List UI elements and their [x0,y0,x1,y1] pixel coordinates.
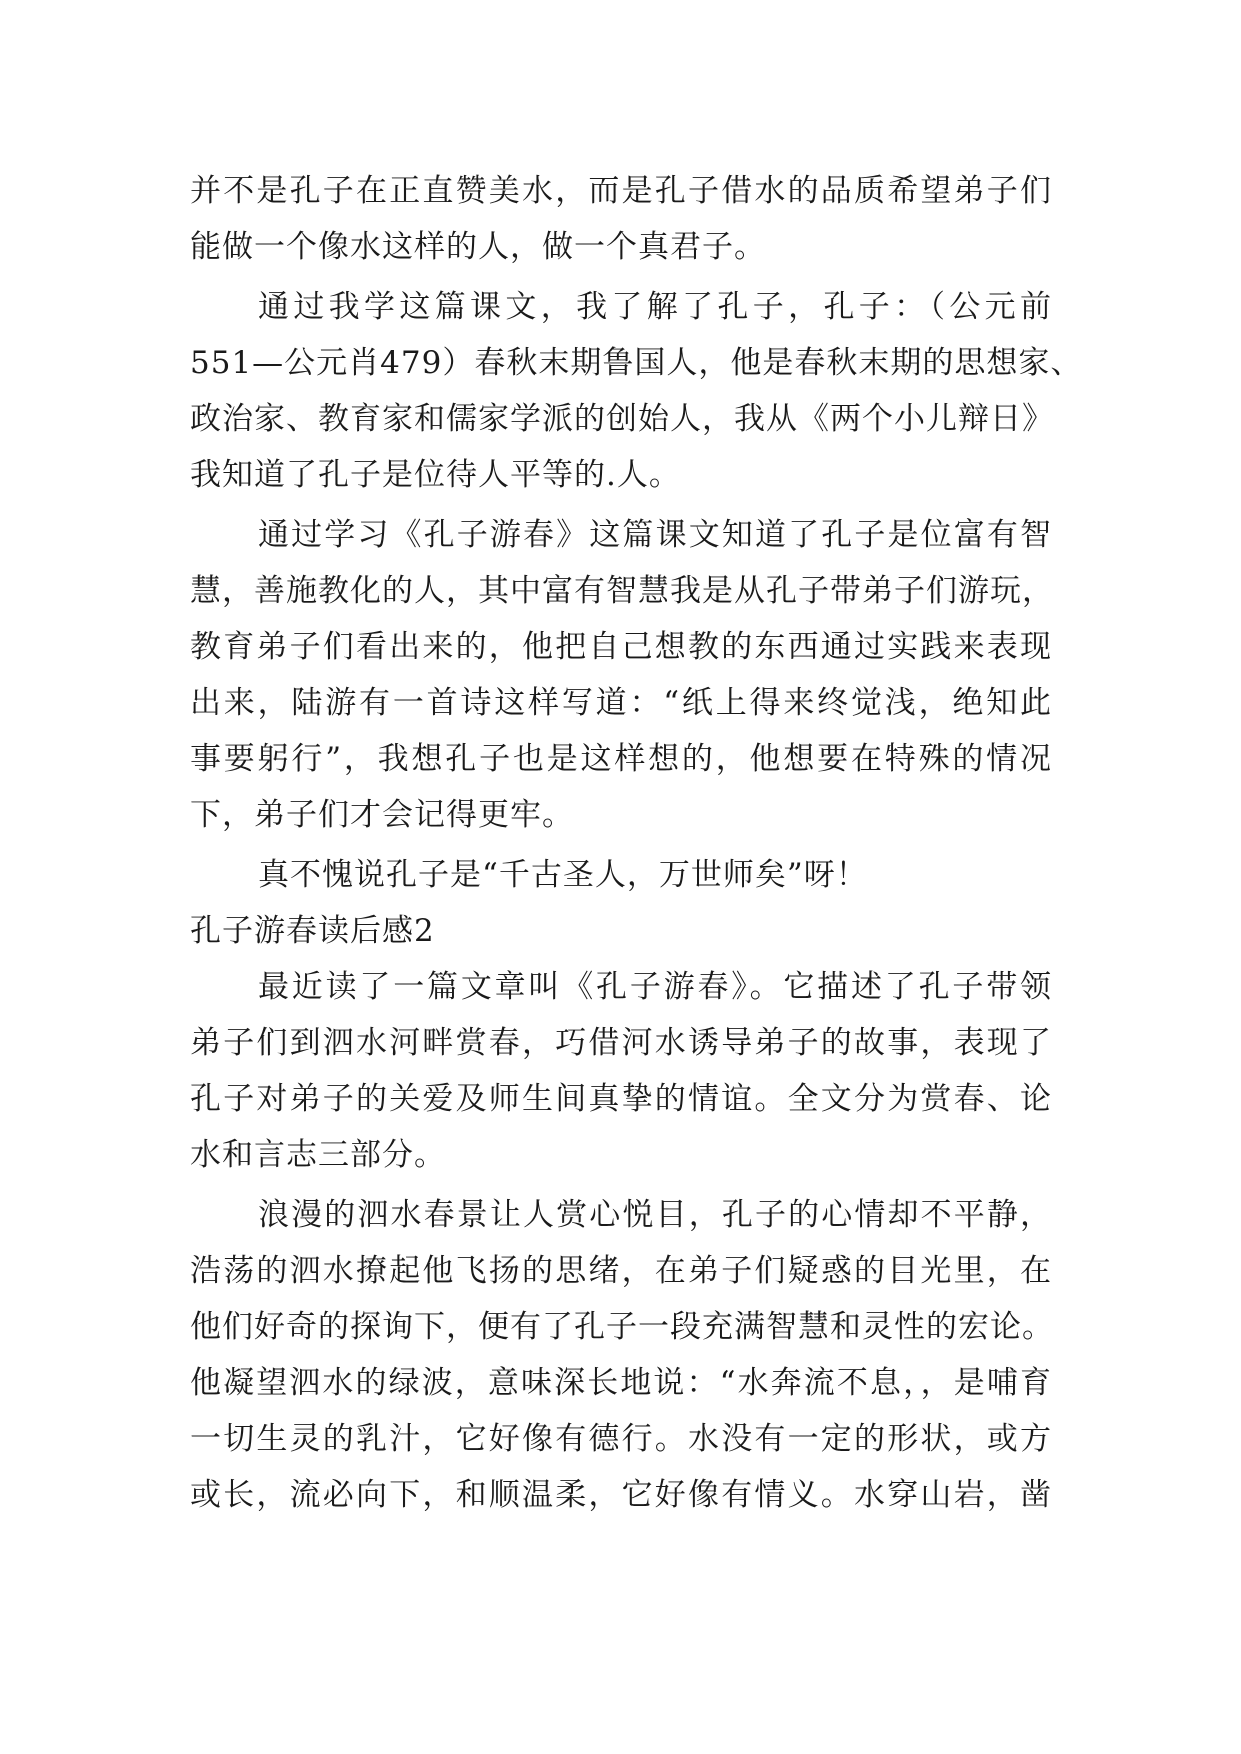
text-line: 弟子们到泗水河畔赏春，巧借河水诱导弟子的故事，表现了 [190,1025,1052,1061]
text-line: 通过学习《孔子游春》这篇课文知道了孔子是位富有智 [258,517,1052,553]
text-line: 他凝望泗水的绿波，意味深长地说：“水奔流不息，，是哺育 [190,1365,1052,1401]
text-line: 最近读了一篇文章叫《孔子游春》。它描述了孔子带领 [258,969,1052,1005]
text-line: 浩荡的泗水撩起他飞扬的思绪，在弟子们疑惑的目光里，在 [190,1253,1052,1289]
text-line: 或长，流必向下，和顺温柔，它好像有情义。水穿山岩，凿 [190,1477,1052,1513]
text-line: 真不愧说孔子是“千古圣人，万世师矣”呀！ [258,857,868,893]
text-line: 通过我学这篇课文，我了解了孔子，孔子：（公元前 [258,289,1052,325]
text-line: 慧，善施教化的人，其中富有智慧我是从孔子带弟子们游玩， [190,573,1054,609]
text-line: 他们好奇的探询下，便有了孔子一段充满智慧和灵性的宏论。 [190,1309,1054,1345]
document-body [190,163,1083,1523]
text-line: 一切生灵的乳汁，它好像有德行。水没有一定的形状，或方 [190,1421,1052,1457]
text-line: 并不是孔子在正直赞美水，而是孔子借水的品质希望弟子们 [190,173,1052,209]
text-line: 浪漫的泗水春景让人赏心悦目，孔子的心情却不平静， [258,1197,1052,1233]
text-line: 水和言志三部分。 [190,1137,446,1173]
text-line: 551—公元肖479）春秋末期鲁国人，他是春秋末期的思想家、 [190,345,1083,381]
section-heading: 孔子游春读后感2 [190,913,435,949]
text-line: 政治家、教育家和儒家学派的创始人，我从《两个小儿辩日》 [190,401,1054,437]
text-line: 下，弟子们才会记得更牢。 [190,797,574,833]
text-line: 教育弟子们看出来的，他把自己想教的东西通过实践来表现 [190,629,1052,665]
text-line: 能做一个像水这样的人，做一个真君子。 [190,229,766,265]
text-line: 我知道了孔子是位待人平等的.人。 [190,457,681,493]
text-line: 事要躬行”，我想孔子也是这样想的，他想要在特殊的情况 [190,741,1052,777]
text-line: 孔子对弟子的关爱及师生间真挚的情谊。全文分为赏春、论 [190,1081,1052,1117]
text-line: 出来，陆游有一首诗这样写道：“纸上得来终觉浅，绝知此 [190,685,1052,721]
